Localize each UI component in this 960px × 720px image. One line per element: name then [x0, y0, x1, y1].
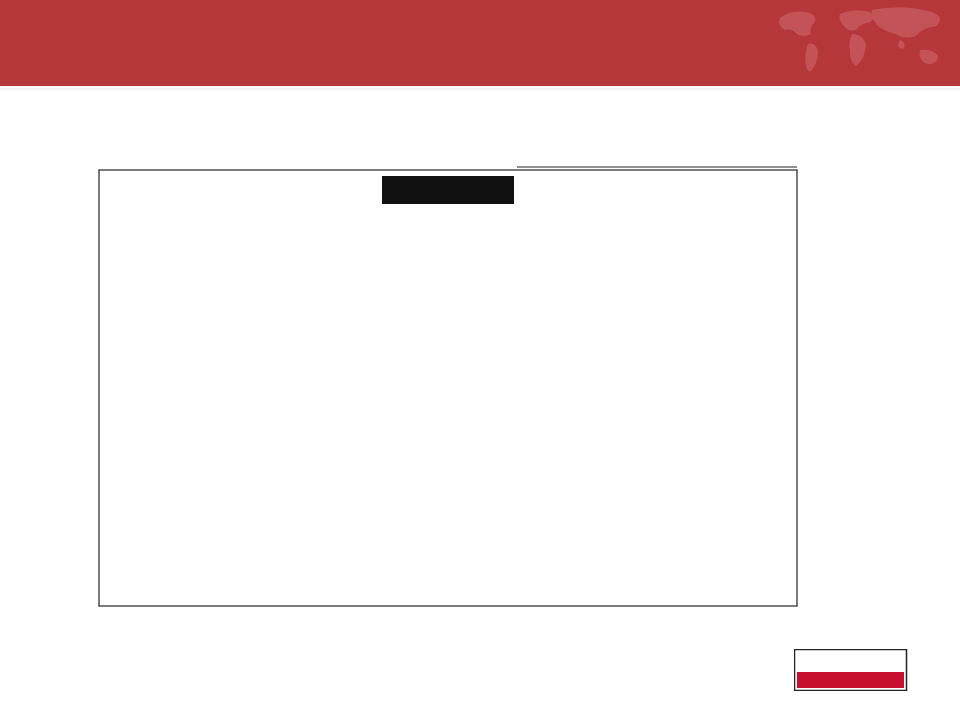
en1600-classification-figure — [97, 166, 799, 609]
lincoln-electric-logo — [794, 649, 920, 691]
slide-header — [0, 0, 960, 86]
en-code-box — [382, 176, 514, 204]
header-divider — [0, 88, 960, 92]
figure-border — [99, 170, 797, 606]
logo-red-bar — [797, 672, 904, 688]
world-map-icon — [760, 0, 960, 86]
